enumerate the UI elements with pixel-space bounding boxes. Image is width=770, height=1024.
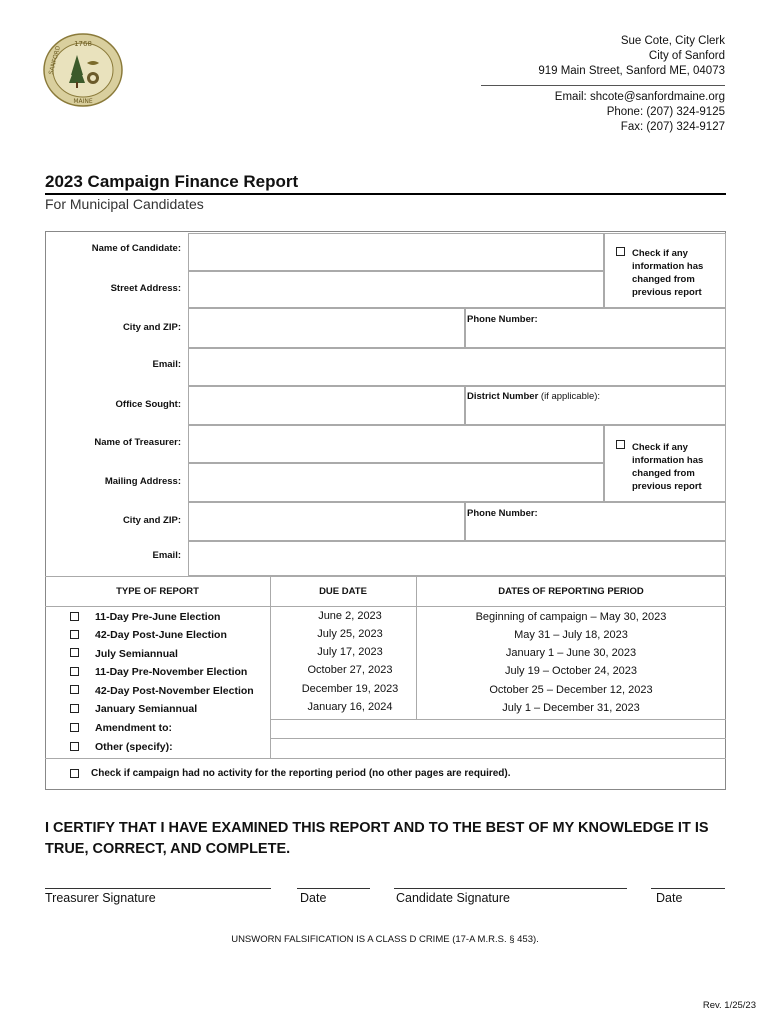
- candidate-email-field[interactable]: [188, 348, 726, 386]
- report-due-date: October 27, 2023: [307, 664, 393, 676]
- seal-text-bottom: MAINE: [73, 98, 93, 105]
- col-header-due: DUE DATE: [319, 586, 367, 597]
- candidate-changed-checkbox[interactable]: [616, 247, 625, 256]
- report-period: May 31 – July 18, 2023: [514, 629, 628, 641]
- candidate-district-label: District Number (if applicable):: [467, 391, 601, 402]
- title-rule: [45, 193, 726, 195]
- report-type-checkbox[interactable]: [70, 648, 79, 657]
- report-period: Beginning of campaign – May 30, 2023: [475, 611, 667, 623]
- amendment-checkbox[interactable]: [70, 723, 79, 732]
- other-label: Other (specify):: [95, 741, 173, 753]
- report-type-label: 11-Day Pre-June Election: [95, 611, 221, 623]
- candidate-name-field[interactable]: [188, 233, 604, 271]
- report-type-checkbox[interactable]: [70, 612, 79, 621]
- treasurer-mailing-label: Mailing Address:: [104, 476, 181, 487]
- report-type-label: 42-Day Post-June Election: [95, 629, 227, 641]
- candidate-street-label: Street Address:: [110, 283, 181, 294]
- report-due-date: July 25, 2023: [317, 628, 383, 640]
- page-title: 2023 Campaign Finance Report: [45, 172, 299, 191]
- candidate-signature-line[interactable]: [394, 888, 627, 889]
- report-type-label: 42-Day Post-November Election: [95, 685, 254, 697]
- candidate-date-line[interactable]: [651, 888, 725, 889]
- treasurer-mailing-field[interactable]: [188, 463, 604, 502]
- report-due-date: December 19, 2023: [301, 683, 399, 695]
- candidate-changed-note: Check if any information has changed from previous report: [632, 248, 704, 298]
- seal-text-top: SANFORD: [47, 45, 63, 76]
- other-checkbox[interactable]: [70, 742, 79, 751]
- amendment-field[interactable]: [271, 720, 726, 738]
- report-type-label: 11-Day Pre-November Election: [95, 666, 248, 678]
- report-type-label: July Semiannual: [95, 648, 178, 660]
- report-due-date: July 17, 2023: [317, 646, 383, 658]
- candidate-cityzip-field[interactable]: [188, 308, 465, 348]
- treasurer-email-label: Email:: [152, 550, 181, 561]
- candidate-office-field[interactable]: [188, 386, 465, 425]
- report-period: January 1 – June 30, 2023: [505, 647, 637, 659]
- no-activity-checkbox[interactable]: [70, 769, 79, 778]
- candidate-date-label: Date: [656, 891, 683, 905]
- table-top-rule: [45, 576, 726, 577]
- report-type-checkbox[interactable]: [70, 630, 79, 639]
- treasurer-name-label: Name of Treasurer:: [94, 437, 181, 448]
- page-subtitle: For Municipal Candidates: [45, 196, 204, 212]
- candidate-email-label: Email:: [152, 359, 181, 370]
- treasurer-signature-line[interactable]: [45, 888, 271, 889]
- clerk-divider: [481, 85, 725, 86]
- col-header-period: DATES OF REPORTING PERIOD: [498, 586, 644, 597]
- col-header-type: TYPE OF REPORT: [116, 586, 199, 597]
- candidate-phone-label: Phone Number:: [467, 314, 538, 325]
- report-type-checkbox[interactable]: [70, 704, 79, 713]
- certification-statement: I CERTIFY THAT I HAVE EXAMINED THIS REPORT AND TO THE BEST OF MY KNOWLEDGE IT IS TRUE, CORRECT, AND COMPLETE.: [45, 820, 709, 857]
- amendment-label: Amendment to:: [95, 722, 172, 734]
- other-specify-field[interactable]: [271, 739, 726, 757]
- candidate-name-label: Name of Candidate:: [91, 243, 181, 254]
- no-activity-label: Check if campaign had no activity for the reporting period (no other pages are required).: [91, 768, 511, 779]
- table-bottom-rule: [45, 758, 726, 759]
- treasurer-changed-checkbox[interactable]: [616, 440, 625, 449]
- report-period: October 25 – December 12, 2023: [489, 684, 653, 696]
- report-type-checkbox[interactable]: [70, 667, 79, 676]
- city-seal-logo: [43, 33, 123, 107]
- report-period: July 19 – October 24, 2023: [504, 665, 638, 677]
- clerk-phone: Phone: (207) 324-9125: [606, 106, 725, 118]
- treasurer-date-label: Date: [300, 891, 327, 905]
- report-due-date: June 2, 2023: [318, 610, 382, 622]
- seal-year: 1768: [74, 40, 92, 48]
- report-due-date: January 16, 2024: [307, 701, 393, 713]
- candidate-signature-label: Candidate Signature: [396, 891, 510, 905]
- treasurer-signature-label: Treasurer Signature: [45, 891, 156, 905]
- report-type-label: January Semiannual: [95, 703, 198, 715]
- clerk-fax: Fax: (207) 324-9127: [620, 121, 725, 133]
- treasurer-name-field[interactable]: [188, 425, 604, 463]
- falsification-warning: UNSWORN FALSIFICATION IS A CLASS D CRIME (17-A M.R.S. § 453).: [231, 934, 539, 945]
- candidate-cityzip-label: City and ZIP:: [122, 322, 181, 333]
- table-header-rule: [45, 606, 726, 607]
- candidate-street-field[interactable]: [188, 271, 604, 308]
- clerk-email: Email: shcote@sanfordmaine.org: [554, 91, 725, 103]
- treasurer-phone-label: Phone Number:: [467, 508, 538, 519]
- report-type-checkbox[interactable]: [70, 685, 79, 694]
- clerk-contact-block: [481, 34, 725, 135]
- report-period: July 1 – December 31, 2023: [502, 702, 640, 714]
- clerk-address: 919 Main Street, Sanford ME, 04073: [538, 65, 725, 77]
- treasurer-cityzip-label: City and ZIP:: [122, 515, 181, 526]
- revision-date: Rev. 1/25/23: [702, 1000, 756, 1011]
- clerk-city: City of Sanford: [648, 50, 725, 62]
- clerk-name: Sue Cote, City Clerk: [620, 35, 725, 47]
- candidate-office-label: Office Sought:: [115, 399, 181, 410]
- treasurer-email-field[interactable]: [188, 541, 726, 576]
- treasurer-date-line[interactable]: [297, 888, 370, 889]
- treasurer-cityzip-field[interactable]: [188, 502, 465, 541]
- treasurer-changed-note: Check if any information has changed from previous report: [632, 442, 704, 492]
